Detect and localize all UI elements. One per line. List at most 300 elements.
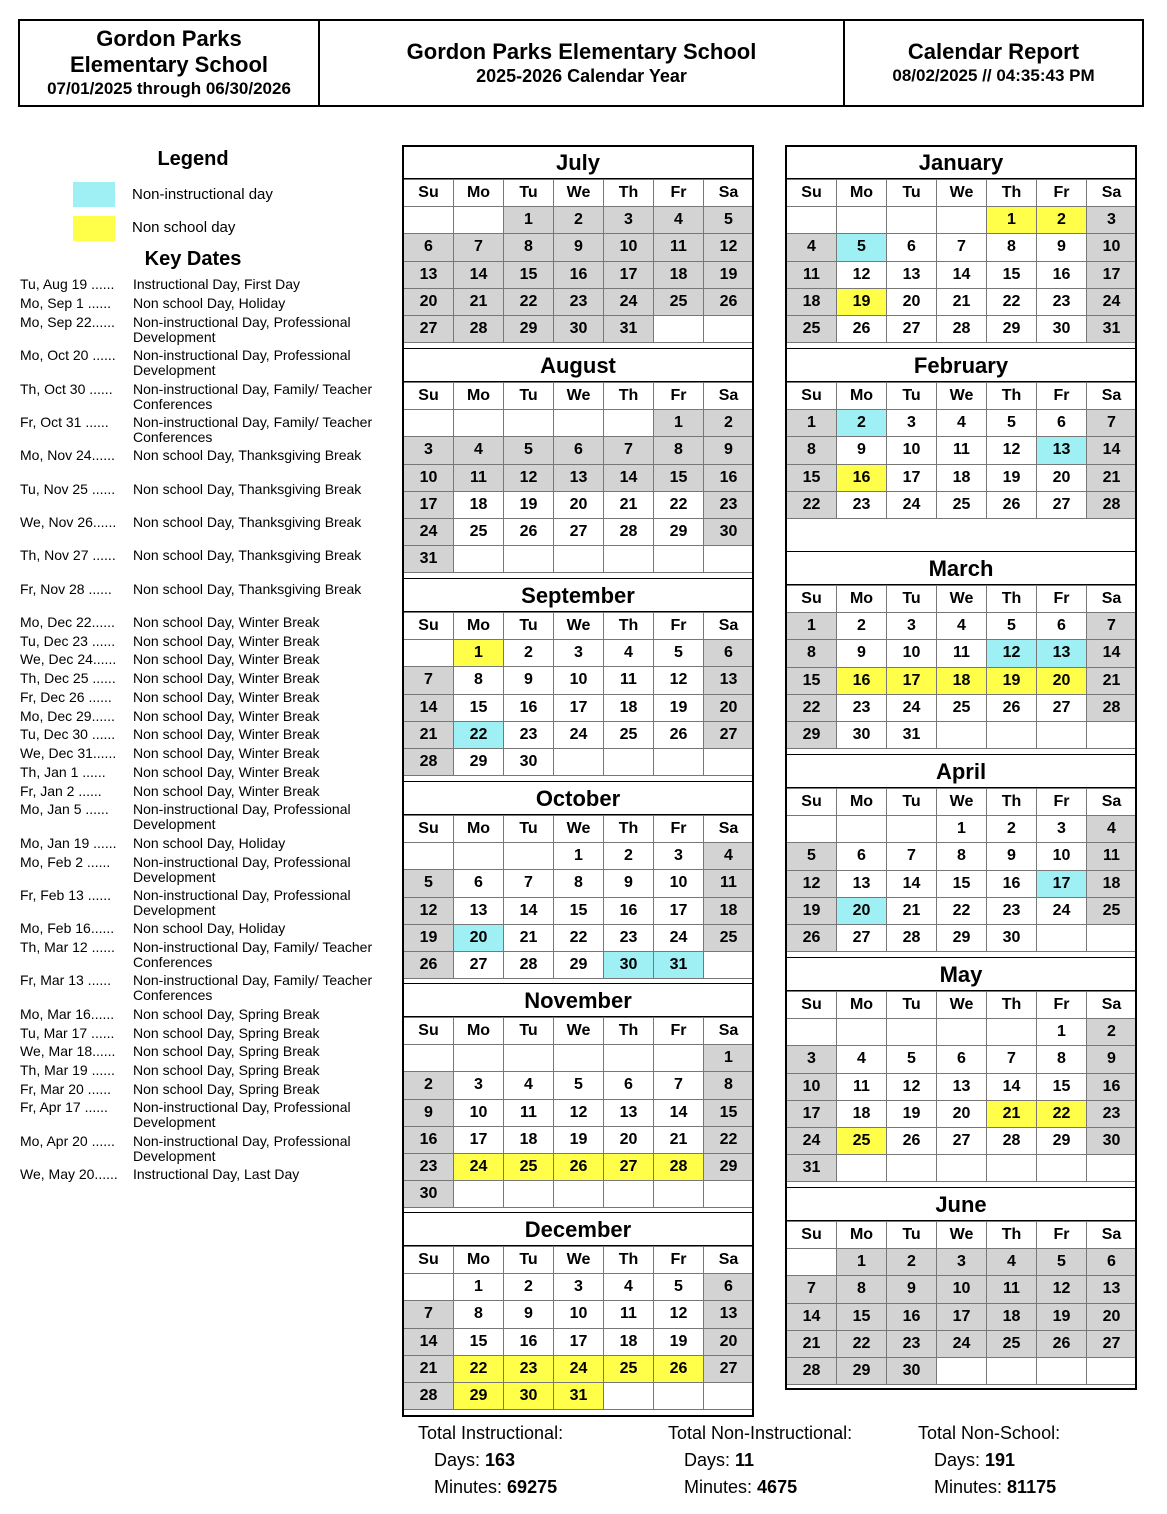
weekday-header: Sa [1087,789,1137,816]
day-cell: 19 [987,464,1037,491]
empty-day-cell [704,546,754,573]
empty-day-cell [1037,1357,1087,1384]
day-cell: 29 [937,924,987,951]
weekday-header: Sa [1087,383,1137,410]
key-date-date: Fr, Apr 17 ...... [20,1099,108,1115]
day-cell: 22 [554,924,604,951]
month-title: April [786,754,1136,788]
day-cell-shaded: 25 [654,288,704,315]
day-cell-shaded: 10 [404,464,454,491]
header-school-cell [20,21,320,105]
week-row [787,1046,1137,1073]
day-cell: 28 [987,1127,1037,1154]
day-cell: 30 [837,721,887,748]
day-cell: 15 [1037,1073,1087,1100]
legend-title: Legend [157,148,229,170]
weekday-header: We [937,789,987,816]
empty-day-cell [704,1181,754,1208]
day-cell-shaded: 1 [704,1045,754,1072]
day-cell-shaded: 9 [887,1276,937,1303]
day-cell-shaded: 23 [704,491,754,518]
key-date-date: Mo, Mar 16...... [20,1006,115,1022]
weekday-header: Su [787,992,837,1019]
week-row [787,315,1137,342]
day-cell-non-instructional: 20 [837,897,887,924]
weekday-header: Tu [504,816,554,843]
day-cell-shaded: 6 [554,437,604,464]
empty-day-cell [604,1181,654,1208]
day-cell: 25 [937,694,987,721]
key-date-date: Fr, Feb 13 ...... [20,887,112,903]
month-title: October [403,781,753,815]
day-cell-shaded: 3 [604,207,654,234]
day-cell-shaded: 15 [504,261,554,288]
weekday-header: Su [787,586,837,613]
weekday-header: Mo [454,613,504,640]
day-cell-shaded: 4 [987,1249,1037,1276]
day-cell: 7 [654,1072,704,1099]
month-grid [786,585,1137,749]
day-cell-shaded: 5 [1037,1249,1087,1276]
weekday-header: Th [604,613,654,640]
day-cell-shaded: 4 [787,234,837,261]
day-cell-shaded: 15 [787,464,837,491]
weekday-header: Mo [837,789,887,816]
day-cell: 29 [554,951,604,978]
weekday-header: Tu [887,1222,937,1249]
day-cell: 15 [937,870,987,897]
day-cell-shaded: 22 [787,694,837,721]
day-cell: 9 [604,870,654,897]
key-date-date: Mo, Apr 20 ...... [20,1133,115,1149]
header-title: Gordon Parks Elementary School [406,39,757,64]
day-cell: 17 [887,464,937,491]
day-cell: 11 [504,1099,554,1126]
key-date-description: Non school Day, Thanksgiving Break [133,514,362,530]
weekday-header-row [787,992,1137,1019]
weekday-header-row [404,613,754,640]
key-date-description: Non school Day, Winter Break [133,614,320,630]
empty-day-cell [704,748,754,775]
day-cell: 18 [604,1328,654,1355]
weekday-header: Fr [654,613,704,640]
empty-day-cell [704,315,754,342]
week-row [404,694,754,721]
week-row [787,437,1137,464]
key-date-description: Instructional Day, First Day [133,276,301,292]
month-grid [403,1246,754,1410]
day-cell-shaded: 5 [504,437,554,464]
day-cell-shaded: 28 [1087,491,1137,518]
day-cell: 12 [887,1073,937,1100]
key-date-date: We, Nov 26...... [20,514,117,530]
header-date-range: 07/01/2025 through 06/30/2026 [47,79,291,98]
day-cell: 10 [454,1099,504,1126]
day-cell-shaded: 28 [454,315,504,342]
weekday-header: Tu [887,992,937,1019]
month-grid [403,815,754,979]
day-cell: 21 [654,1126,704,1153]
day-cell-non-school: 26 [654,1355,704,1382]
day-cell: 15 [454,1328,504,1355]
empty-day-cell [937,1155,987,1182]
day-cell-shaded: 25 [787,315,837,342]
day-cell-shaded: 2 [704,410,754,437]
day-cell-non-school: 19 [837,288,887,315]
header-school-line2: Elementary School [69,52,269,77]
week-row [404,843,754,870]
weekday-header: Su [404,816,454,843]
day-cell: 5 [887,1046,937,1073]
day-cell: 8 [987,234,1037,261]
weekday-header: We [554,1247,604,1274]
day-cell-shaded: 21 [404,721,454,748]
day-cell: 7 [504,870,554,897]
empty-day-cell [454,1181,504,1208]
key-date-date: Mo, Nov 24...... [20,447,115,463]
day-cell-shaded: 17 [1087,261,1137,288]
day-cell: 5 [654,1274,704,1301]
day-cell-shaded: 19 [704,261,754,288]
day-cell-shaded: 14 [1087,437,1137,464]
weekday-header: Mo [837,992,887,1019]
week-row [787,1249,1137,1276]
day-cell-non-school: 18 [937,667,987,694]
key-date-date: Mo, Dec 22...... [20,614,115,630]
empty-day-cell [404,843,454,870]
day-cell: 24 [1037,897,1087,924]
day-cell: 6 [887,234,937,261]
weekday-header-row [787,383,1137,410]
weekday-header: Sa [1087,180,1137,207]
total-block [918,1420,1167,1501]
day-cell-shaded: 20 [1087,1303,1137,1330]
key-date-description: Non school Day, Winter Break [133,670,320,686]
day-cell-shaded: 16 [1087,1073,1137,1100]
day-cell-shaded: 12 [1037,1276,1087,1303]
day-cell: 25 [604,721,654,748]
week-row [404,437,754,464]
day-cell-shaded: 20 [704,694,754,721]
day-cell: 3 [887,613,937,640]
day-cell-shaded: 20 [404,288,454,315]
day-cell-shaded: 26 [787,924,837,951]
week-row [404,491,754,518]
key-date-date: Fr, Nov 28 ...... [20,581,112,597]
day-cell: 10 [554,1301,604,1328]
day-cell-shaded: 16 [704,464,754,491]
key-date-description: Non school Day, Winter Break [133,745,320,761]
weekday-header: Fr [1037,1222,1087,1249]
key-date-date: Tu, Mar 17 ...... [20,1025,115,1041]
day-cell: 11 [937,640,987,667]
day-cell-shaded: 11 [654,234,704,261]
day-cell: 9 [837,640,887,667]
legend-swatch-non-instructional [73,182,115,207]
day-cell: 19 [654,1328,704,1355]
day-cell: 3 [554,1274,604,1301]
day-cell-shaded: 10 [604,234,654,261]
empty-day-cell [554,410,604,437]
day-cell: 13 [887,261,937,288]
weekday-header: Fr [654,1247,704,1274]
day-cell-shaded: 22 [504,288,554,315]
weekday-header: Fr [654,1018,704,1045]
day-cell: 26 [987,694,1037,721]
day-cell: 11 [604,1301,654,1328]
key-date-description: Non school Day, Holiday [133,295,286,311]
weekday-header: We [937,383,987,410]
week-row [787,870,1137,897]
day-cell-shaded: 28 [1087,694,1137,721]
day-cell-non-school: 28 [654,1153,704,1180]
total-days-value: 11 [735,1450,755,1470]
empty-day-cell [837,816,887,843]
key-date-description: Non school Day, Winter Break [133,764,320,780]
day-cell-shaded: 18 [787,288,837,315]
legend-label-non-school: Non school day [132,219,236,236]
key-date-date: Th, Nov 27 ...... [20,547,116,563]
day-cell-non-school: 22 [1037,1100,1087,1127]
header-report-cell [845,21,1142,105]
empty-day-cell [987,721,1037,748]
weekday-header: Su [404,613,454,640]
day-cell: 18 [937,464,987,491]
empty-day-cell [554,748,604,775]
key-date-description: Non-instructional Day, Family/ Teacher Conferences [133,939,373,970]
day-cell-shaded: 7 [1087,410,1137,437]
key-date-date: Mo, Jan 5 ...... [20,801,109,817]
weekday-header: Sa [704,613,754,640]
day-cell-shaded: 22 [837,1330,887,1357]
day-cell: 7 [887,843,937,870]
empty-day-cell [1087,924,1137,951]
day-cell-shaded: 1 [654,410,704,437]
total-days-label: Days: [934,1450,981,1470]
day-cell: 7 [937,234,987,261]
day-cell: 16 [504,1328,554,1355]
day-cell: 27 [1037,694,1087,721]
empty-day-cell [1087,1155,1137,1182]
day-cell: 3 [454,1072,504,1099]
day-cell: 16 [987,870,1037,897]
weekday-header: Tu [504,1247,554,1274]
key-date-description: Non school Day, Holiday [133,835,286,851]
day-cell: 30 [504,748,554,775]
day-cell-shaded: 23 [554,288,604,315]
day-cell: 12 [654,667,704,694]
legend-label-non-instructional: Non-instructional day [132,186,273,203]
key-date-date: Mo, Feb 16...... [20,920,115,936]
day-cell-shaded: 19 [1037,1303,1087,1330]
day-cell: 25 [937,491,987,518]
week-row [787,1303,1137,1330]
day-cell: 23 [837,491,887,518]
empty-day-cell [1087,1357,1137,1384]
empty-day-cell [654,1045,704,1072]
day-cell-shaded: 24 [937,1330,987,1357]
month-grid [786,179,1137,343]
total-minutes-value: 4675 [757,1477,798,1497]
week-row [787,1330,1137,1357]
key-date-description: Non school Day, Winter Break [133,651,320,667]
day-cell: 3 [654,843,704,870]
day-cell-shaded: 23 [1087,1100,1137,1127]
day-cell-shaded: 18 [654,261,704,288]
day-cell: 1 [937,816,987,843]
day-cell: 26 [887,1127,937,1154]
day-cell: 14 [654,1099,704,1126]
day-cell: 8 [937,843,987,870]
day-cell-shaded: 12 [704,234,754,261]
day-cell-shaded: 28 [787,1357,837,1384]
day-cell-shaded: 26 [704,288,754,315]
day-cell-shaded: 5 [787,843,837,870]
day-cell: 6 [604,1072,654,1099]
day-cell: 10 [554,667,604,694]
total-minutes [668,1474,918,1501]
day-cell-non-instructional: 17 [1037,870,1087,897]
total-days-label: Days: [434,1450,481,1470]
day-cell: 24 [887,491,937,518]
day-cell-shaded: 13 [1087,1276,1137,1303]
day-cell: 14 [504,897,554,924]
total-minutes-label: Minutes: [684,1477,753,1497]
empty-day-cell [404,1045,454,1072]
day-cell-non-school: 20 [1037,667,1087,694]
day-cell: 6 [454,870,504,897]
day-cell: 10 [1037,843,1087,870]
weekday-header-row [787,1222,1137,1249]
day-cell: 8 [454,1301,504,1328]
empty-day-cell [987,1019,1037,1046]
day-cell: 16 [504,694,554,721]
day-cell-shaded: 28 [404,748,454,775]
day-cell-shaded: 13 [554,464,604,491]
day-cell: 2 [837,613,887,640]
day-cell-shaded: 14 [604,464,654,491]
day-cell-shaded: 8 [654,437,704,464]
key-date-description: Non-instructional Day, Family/ Teacher Conferences [133,972,373,1003]
weekday-header: Sa [1087,992,1137,1019]
key-date-description: Non school Day, Thanksgiving Break [133,447,362,463]
empty-day-cell [454,207,504,234]
day-cell: 23 [837,694,887,721]
weekday-header-row [404,816,754,843]
day-cell-shaded: 8 [787,437,837,464]
day-cell-non-instructional: 30 [604,951,654,978]
day-cell-shaded: 27 [704,1355,754,1382]
weekday-header: Tu [504,180,554,207]
day-cell: 17 [554,1328,604,1355]
day-cell-shaded: 24 [404,518,454,545]
day-cell: 10 [887,437,937,464]
week-row [404,1181,754,1208]
key-date-description: Non school Day, Thanksgiving Break [133,481,362,497]
day-cell-shaded: 10 [1087,234,1137,261]
weekday-header: We [554,180,604,207]
day-cell: 12 [554,1099,604,1126]
day-cell: 15 [987,261,1037,288]
empty-day-cell [887,1155,937,1182]
key-date-date: We, Dec 31...... [20,745,117,761]
week-row [404,410,754,437]
day-cell-shaded: 1 [504,207,554,234]
key-date-description: Non-instructional Day, Professional Development [133,854,351,885]
weekday-header: Tu [504,1018,554,1045]
day-cell: 21 [604,491,654,518]
week-row [404,261,754,288]
week-row [404,1045,754,1072]
day-cell: 2 [987,816,1037,843]
empty-day-cell [604,748,654,775]
day-cell: 20 [1037,464,1087,491]
empty-day-cell [504,546,554,573]
week-row [404,924,754,951]
day-cell-shaded: 4 [454,437,504,464]
weekday-header: Fr [1037,383,1087,410]
day-cell: 12 [837,261,887,288]
day-cell: 4 [937,613,987,640]
weekday-header: Su [404,383,454,410]
day-cell: 19 [654,694,704,721]
month-title: December [403,1212,753,1246]
week-row [787,288,1137,315]
key-date-description: Non school Day, Holiday [133,920,286,936]
month-title: May [786,957,1136,991]
weekday-header: Sa [1087,586,1137,613]
day-cell: 19 [554,1126,604,1153]
key-date-description: Non school Day, Thanksgiving Break [133,581,362,597]
key-date-description: Non school Day, Winter Break [133,726,320,742]
week-row [787,410,1137,437]
day-cell: 24 [887,694,937,721]
day-cell: 27 [454,951,504,978]
empty-day-cell [937,1019,987,1046]
day-cell-shaded: 14 [404,694,454,721]
total-days-value: 191 [985,1450,1016,1470]
week-row [787,1127,1137,1154]
day-cell: 6 [1037,410,1087,437]
day-cell: 21 [937,288,987,315]
day-cell-shaded: 15 [837,1303,887,1330]
week-row [787,694,1137,721]
day-cell-shaded: 24 [787,1127,837,1154]
day-cell: 4 [604,640,654,667]
month-grid [786,788,1137,952]
empty-day-cell [404,640,454,667]
day-cell-shaded: 27 [1087,1330,1137,1357]
key-date-description: Non school Day, Spring Break [133,1043,320,1059]
weekday-header: Sa [704,180,754,207]
day-cell: 3 [887,410,937,437]
day-cell: 3 [1037,816,1087,843]
total-days [668,1447,918,1474]
day-cell: 11 [837,1073,887,1100]
day-cell-shaded: 3 [787,1046,837,1073]
key-date-description: Non school Day, Winter Break [133,689,320,705]
day-cell-shaded: 12 [404,897,454,924]
report-header [18,19,1144,107]
day-cell-shaded: 3 [1087,207,1137,234]
weekday-header: We [937,1222,987,1249]
empty-day-cell [787,1249,837,1276]
day-cell-shaded: 27 [704,721,754,748]
key-date-description: Non school Day, Spring Break [133,1062,320,1078]
month-grid [786,991,1137,1182]
week-row [404,1072,754,1099]
key-date-description: Non school Day, Spring Break [133,1081,320,1097]
